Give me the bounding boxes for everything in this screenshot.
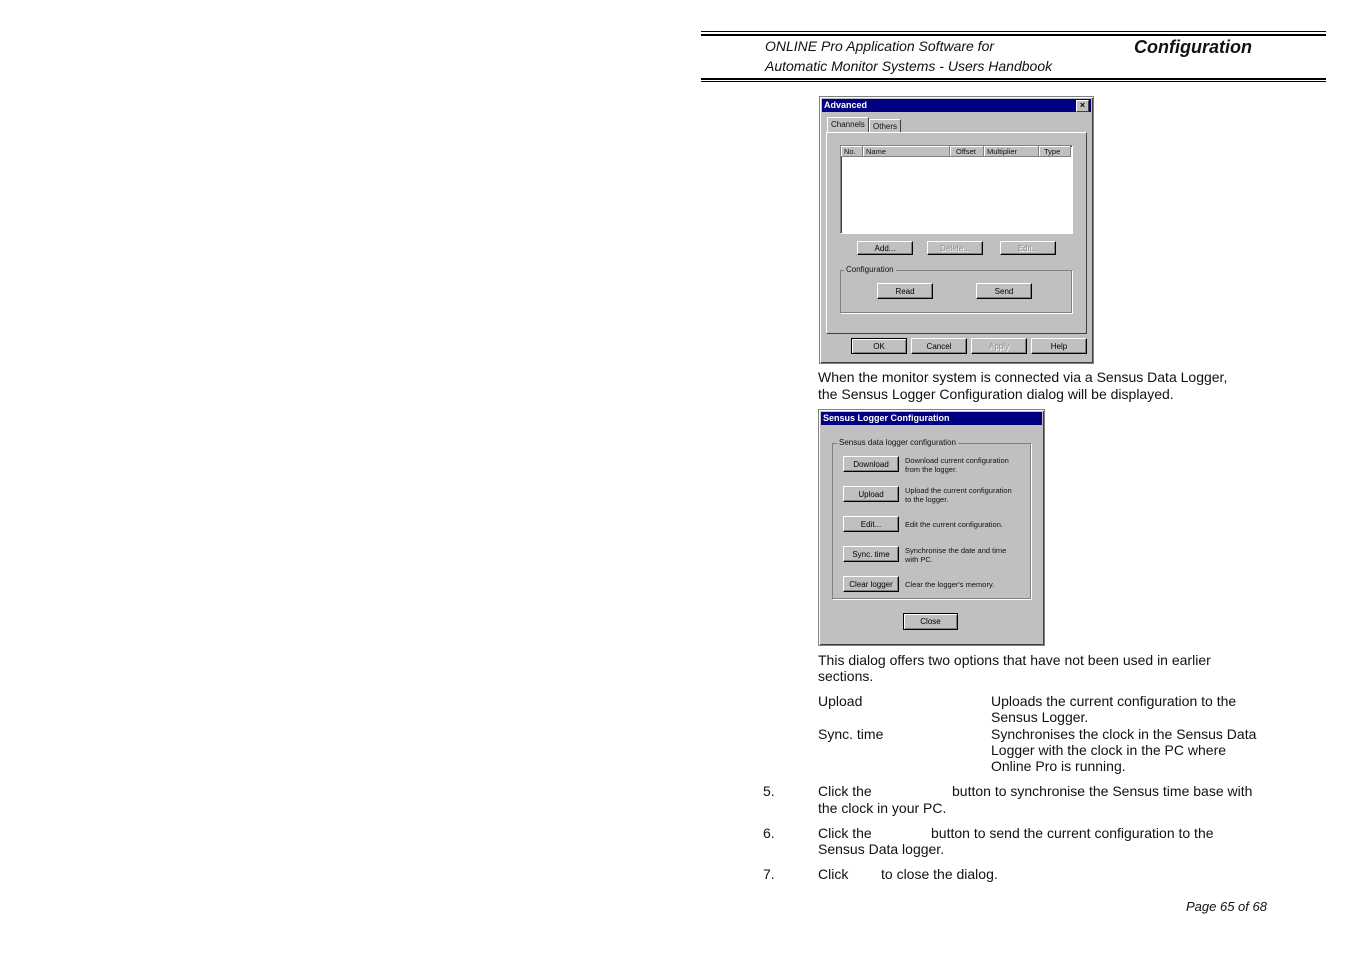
step-6-number: 6. (763, 825, 775, 841)
step-5-number: 5. (763, 783, 775, 799)
channels-list[interactable] (840, 145, 1073, 234)
header-rule-bottom (701, 78, 1326, 80)
clear-logger-desc: Clear the logger's memory. (905, 580, 995, 589)
column-header-name[interactable]: Name (863, 146, 950, 157)
close-button[interactable]: Close (903, 613, 958, 630)
sensus-group-label: Sensus data logger configuration (839, 438, 956, 447)
edit-button[interactable]: Edit... (1000, 241, 1056, 255)
upload-desc (905, 486, 1035, 504)
sync-time-desc-line1: Synchronise the date and time (905, 546, 1007, 555)
upload-desc-line1: Upload the current configuration (905, 486, 1012, 495)
sync-time-desc-line2: with PC. (905, 555, 933, 564)
offers-line2: sections. (818, 668, 874, 684)
edit-config-button[interactable]: Edit... (843, 516, 899, 532)
tab-others[interactable]: Others (869, 119, 901, 133)
header-title-line1: ONLINE Pro Application Software for (765, 38, 995, 54)
column-header-no[interactable]: No. (841, 146, 863, 157)
step-7-pre: Click (818, 866, 849, 882)
ok-button[interactable]: OK (851, 338, 907, 354)
download-button[interactable]: Download (843, 456, 899, 472)
upload-button[interactable]: Upload (843, 486, 899, 502)
help-button[interactable]: Help (1031, 338, 1087, 354)
def-desc-upload-line1: Uploads the current configuration to the (991, 693, 1237, 709)
header-title-line2: Automatic Monitor Systems - Users Handbook (765, 58, 1053, 74)
section-title: Configuration (1134, 37, 1252, 57)
step-5-post: button to synchronise the Sensus time base with (952, 783, 1253, 799)
def-term-sync: Sync. time (818, 726, 884, 742)
step-7-post: to close the dialog. (881, 866, 998, 882)
step-5-pre: Click the (818, 783, 872, 799)
download-desc-line1: Download current configuration (905, 456, 1009, 465)
edit-config-desc: Edit the current configuration. (905, 520, 1003, 529)
column-header-multiplier[interactable]: Multiplier (984, 146, 1039, 157)
step-6-pre: Click the (818, 825, 872, 841)
header-rule-top-thin (701, 31, 1326, 32)
send-button[interactable]: Send (976, 283, 1032, 299)
page-number: Page 65 of 68 (1186, 899, 1267, 914)
step-6-post: button to send the current configuration to the (931, 825, 1214, 841)
step-6-line2: Sensus Data logger. (818, 841, 945, 857)
advanced-title: Advanced (824, 100, 868, 110)
download-desc (905, 456, 1035, 474)
step-5-line2: the clock in your PC. (818, 800, 947, 816)
column-header-offset[interactable]: Offset (950, 146, 984, 157)
advanced-title-bar (822, 99, 1091, 112)
apply-button[interactable]: Apply (971, 338, 1027, 354)
sync-time-button[interactable]: Sync. time (843, 546, 899, 562)
header-rule-top (701, 34, 1326, 36)
def-desc-upload-line2: Sensus Logger. (991, 709, 1089, 725)
def-desc-sync-line1: Synchronises the clock in the Sensus Data (991, 726, 1257, 742)
offers-line1: This dialog offers two options that have not been used in earlier (818, 652, 1211, 668)
sync-time-desc (905, 546, 1035, 564)
clear-logger-button[interactable]: Clear logger (843, 576, 899, 592)
configuration-group-label: Configuration (846, 265, 894, 274)
read-button[interactable]: Read (877, 283, 933, 299)
configuration-group (840, 270, 1072, 313)
upload-desc-line2: to the logger. (905, 495, 949, 504)
close-icon[interactable]: × (1076, 100, 1089, 112)
header-rule-bottom-thin (701, 81, 1326, 82)
add-button[interactable]: Add... (857, 241, 913, 255)
download-desc-line2: from the logger. (905, 465, 958, 474)
sensus-title: Sensus Logger Configuration (823, 413, 950, 423)
intro-line2: the Sensus Logger Configuration dialog will be displayed. (818, 386, 1174, 402)
intro-line1: When the monitor system is connected via a Sensus Data Logger, (818, 369, 1228, 385)
def-desc-sync-line2: Logger with the clock in the PC where (991, 742, 1227, 758)
def-desc-sync-line3: Online Pro is running. (991, 758, 1126, 774)
step-7-number: 7. (763, 866, 775, 882)
column-header-type[interactable]: Type (1039, 146, 1071, 157)
def-term-upload: Upload (818, 693, 863, 709)
delete-button[interactable]: Delete... (927, 241, 983, 255)
tab-channels[interactable]: Channels (827, 117, 869, 133)
sensus-title-bar (821, 412, 1042, 425)
cancel-button[interactable]: Cancel (911, 338, 967, 354)
